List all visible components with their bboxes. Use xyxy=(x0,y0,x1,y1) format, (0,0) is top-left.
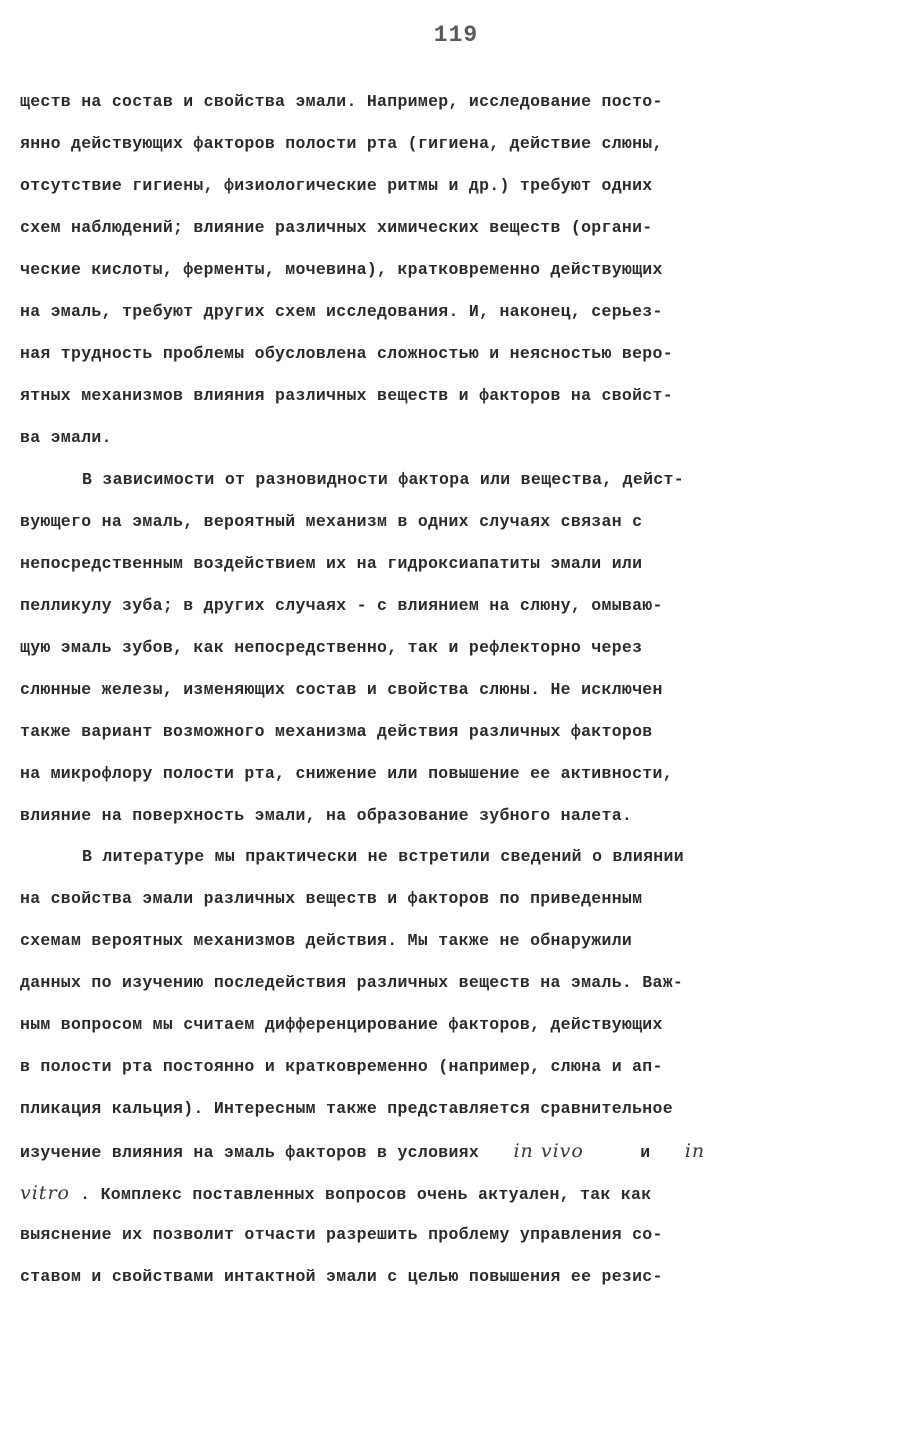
text-line: на эмаль, требуют других схем исследования. И, наконец, серьез- xyxy=(20,302,663,321)
typed-text: . Комплекс поставленных вопросов очень актуален, так как xyxy=(80,1185,652,1204)
text-line: данных по изучению последействия различных веществ на эмаль. Важ- xyxy=(20,973,684,992)
typed-text: изучение влияния на эмаль факторов в условиях xyxy=(20,1143,480,1162)
text-line-with-handwriting xyxy=(20,1130,850,1172)
text-line: слюнные железы, изменяющих состав и свойства слюны. Не исключен xyxy=(20,680,663,699)
text-line: на микрофлору полости рта, снижение или повышение ее активности, xyxy=(20,764,673,783)
text-line: ществ на состав и свойства эмали. Например, исследование посто- xyxy=(20,92,663,111)
handwritten-in-vivo: in vivo xyxy=(513,1140,584,1162)
text-line: щую эмаль зубов, как непосредственно, так и рефлекторно через xyxy=(20,638,643,657)
text-line: янно действующих факторов полости рта (гигиена, действие слюны, xyxy=(20,134,663,153)
text-line: ным вопросом мы считаем дифференцирование факторов, действующих xyxy=(20,1015,663,1034)
text-line: выяснение их позволит отчасти разрешить проблему управления со- xyxy=(20,1225,663,1244)
text-line: В литературе мы практически не встретили сведений о влиянии xyxy=(82,847,684,866)
text-line: ставом и свойствами интактной эмали с целью повышения ее резис- xyxy=(20,1267,663,1286)
text-line: в полости рта постоянно и кратковременно (например, слюна и ап- xyxy=(20,1057,663,1076)
paragraph-1 xyxy=(20,81,850,459)
page-number: 119 xyxy=(433,22,479,48)
text-line: В зависимости от разновидности фактора или вещества, дейст- xyxy=(82,470,684,489)
paragraph-3 xyxy=(20,836,850,1298)
paragraph-2 xyxy=(20,459,850,837)
handwritten-in: in xyxy=(684,1140,706,1162)
text-line: пликация кальция). Интересным также представляется сравнительное xyxy=(20,1099,673,1118)
text-line: отсутствие гигиены, физиологические ритмы и др.) требуют одних xyxy=(20,176,653,195)
text-line: непосредственным воздействием их на гидроксиапатиты эмали или xyxy=(20,554,643,573)
text-line: влияние на поверхность эмали, на образование зубного налета. xyxy=(20,806,633,825)
text-line: схемам вероятных механизмов действия. Мы также не обнаружили xyxy=(20,931,633,950)
text-line: ческие кислоты, ферменты, мочевина), кратковременно действующих xyxy=(20,260,663,279)
text-line: также вариант возможного механизма действия различных факторов xyxy=(20,722,653,741)
text-line: ная трудность проблемы обусловлена сложностью и неясностью веро- xyxy=(20,344,673,363)
text-line: ва эмали. xyxy=(20,428,112,447)
text-line: пелликулу зуба; в других случаях - с влиянием на слюну, омываю- xyxy=(20,596,663,615)
text-line: ятных механизмов влияния различных веществ и факторов на свойст- xyxy=(20,386,673,405)
typed-conjunction: и xyxy=(640,1143,651,1162)
text-line: схем наблюдений; влияние различных химических веществ (органи- xyxy=(20,218,653,237)
text-line-with-handwriting xyxy=(20,1172,850,1214)
handwritten-vitro: vitro xyxy=(20,1182,70,1204)
text-line: вующего на эмаль, вероятный механизм в одних случаях связан с xyxy=(20,512,643,531)
text-line: на свойства эмали различных веществ и факторов по приведенным xyxy=(20,889,643,908)
